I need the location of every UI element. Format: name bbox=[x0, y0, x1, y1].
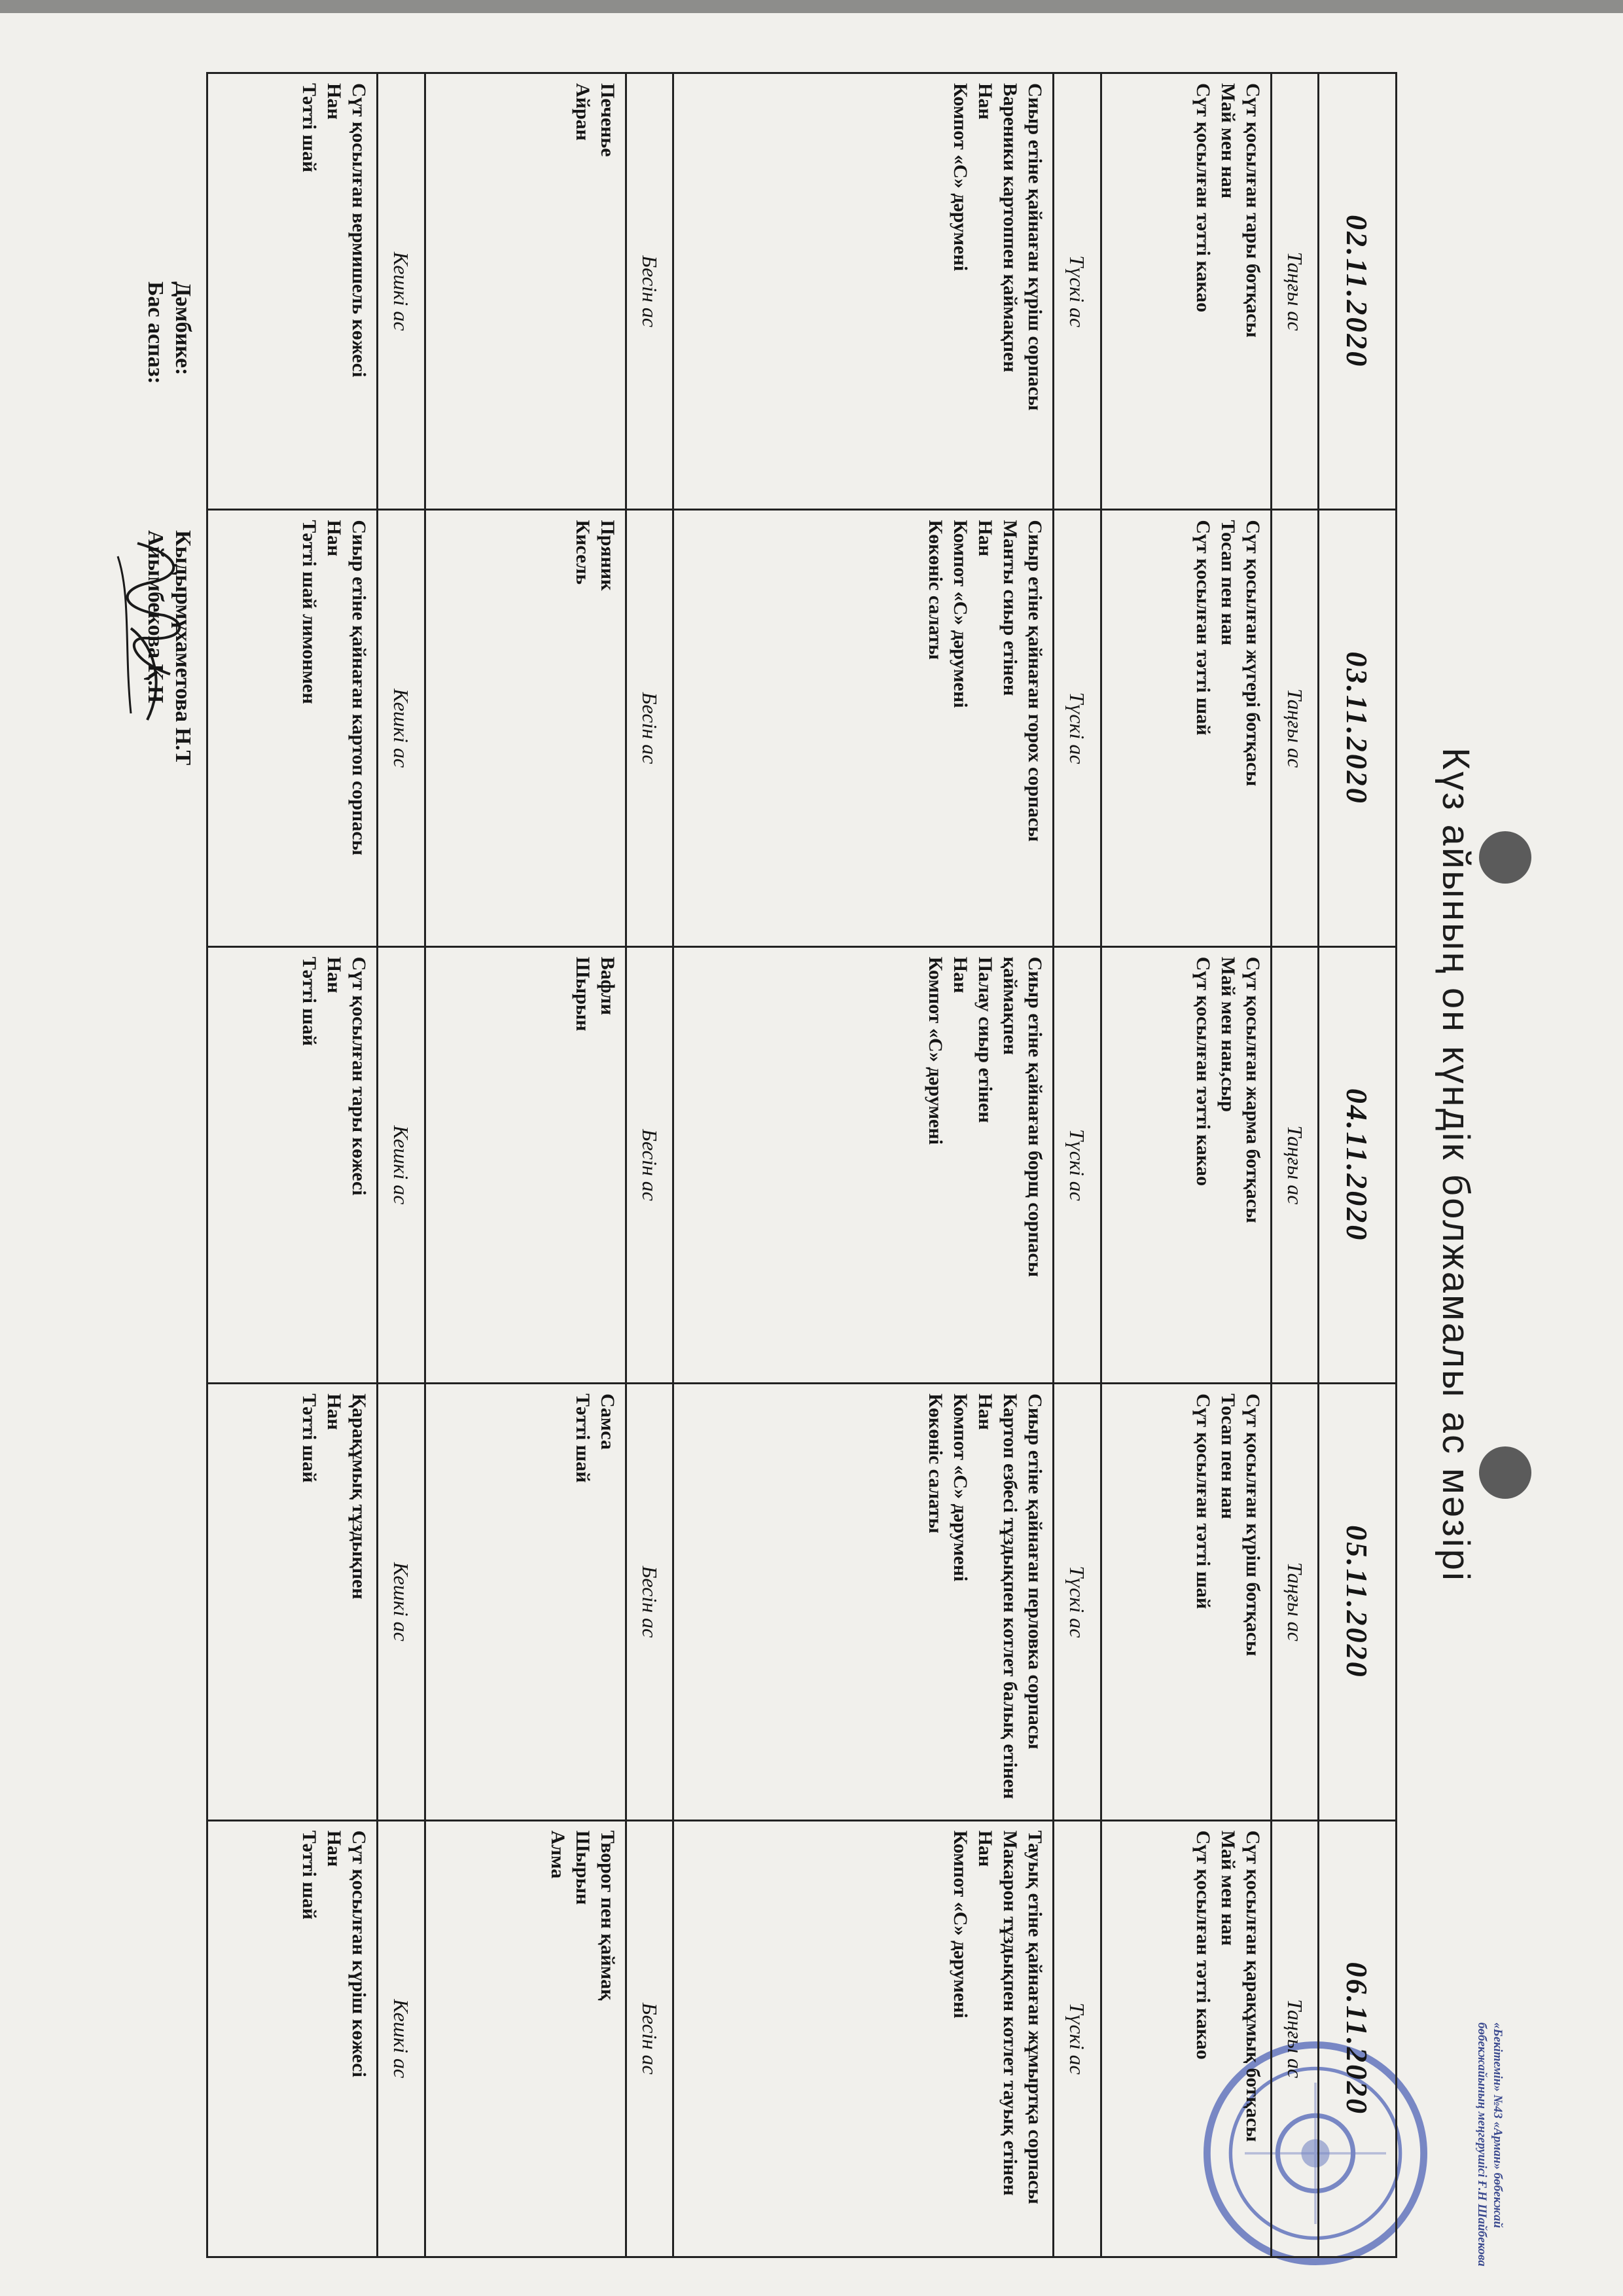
dish-item: Сүт қосылған тары ботқасы bbox=[1241, 83, 1264, 338]
dish-item: Май мен нан bbox=[1217, 83, 1239, 199]
dish-item: Компот «С» дәрумені bbox=[950, 1393, 972, 1582]
dish-item: Тосап пен нан bbox=[1217, 520, 1239, 646]
dish-item: Шырын bbox=[572, 956, 594, 1031]
menu-cell bbox=[673, 1384, 1054, 1820]
meal-label: Таңғы ас bbox=[1271, 510, 1318, 946]
dish-item: Компот «С» дәрумені bbox=[950, 83, 972, 272]
approval-stamp-text: «Бекітемін» №43 «Арман» бөбекжай бөбекжайының меңгерушісі Ғ.Н Шайбекова bbox=[1475, 2022, 1505, 2267]
meal-items-row bbox=[425, 73, 626, 2257]
meal-label: Бесін ас bbox=[626, 73, 673, 510]
date-header: 05.11.2020 bbox=[1319, 1384, 1397, 1820]
dish-item: Май мен нан,сыр bbox=[1217, 956, 1239, 1112]
menu-cell bbox=[1101, 73, 1271, 510]
meal-label: Таңғы ас bbox=[1271, 1384, 1318, 1820]
dish-item: Шырын bbox=[572, 1830, 594, 1905]
dish-item: Нан bbox=[974, 1830, 997, 1867]
date-header: 02.11.2020 bbox=[1319, 73, 1397, 510]
meal-label: Түскі ас bbox=[1054, 510, 1101, 946]
meal-header-row bbox=[378, 73, 425, 2257]
dish-item: Сүт қосылған тәтті какао bbox=[1192, 83, 1214, 313]
dish-item: Айран bbox=[572, 83, 594, 141]
meal-label: Таңғы ас bbox=[1271, 73, 1318, 510]
menu-cell bbox=[207, 946, 378, 1383]
meal-items-row bbox=[207, 73, 378, 2257]
dish-item: Сүт қосылған жүгері ботқасы bbox=[1241, 520, 1264, 787]
dish-item: Сиыр етіне қайнаған борщ сорпасы қаймақпен bbox=[999, 956, 1046, 1278]
dish-item: Картоп езбесі тұздықпен котлет балық етінен bbox=[999, 1393, 1022, 1799]
menu-cell bbox=[1101, 1384, 1271, 1820]
dish-item: Творог пен қаймақ bbox=[597, 1830, 619, 2001]
scan-edge bbox=[0, 0, 1623, 13]
dish-item: Сүт қосылған тәтті шай bbox=[1192, 1393, 1214, 1609]
menu-table bbox=[206, 72, 1397, 2258]
dish-item: Сүт қосылған тәтті какао bbox=[1192, 1830, 1214, 2060]
dish-item: Палау сиыр етінен bbox=[974, 956, 997, 1123]
menu-sheet bbox=[7, 46, 1512, 2284]
dish-item: Нан bbox=[323, 520, 346, 557]
dish-item: Сүт қосылған тәтті шай bbox=[1192, 520, 1214, 736]
dish-item: Компот «С» дәрумені bbox=[950, 1830, 972, 2018]
meal-header-row bbox=[1271, 73, 1318, 2257]
meal-label: Бесін ас bbox=[626, 510, 673, 946]
date-header: 04.11.2020 bbox=[1319, 946, 1397, 1383]
dish-item: Тәтті шай bbox=[298, 1393, 321, 1483]
dish-item: Компот «С» дәрумені bbox=[925, 956, 947, 1145]
meal-label: Кешкі ас bbox=[378, 1384, 425, 1820]
menu-cell bbox=[1101, 946, 1271, 1383]
cook-name: Айымбекова Қ.Н bbox=[143, 530, 168, 704]
dish-item: Печенье bbox=[597, 83, 619, 157]
dish-item: Нан bbox=[323, 1393, 346, 1430]
page-title: Күз айының он күндік болжамалы ас мәзірі bbox=[1435, 747, 1478, 1583]
dish-item: Вареники картоппен қаймақпен bbox=[999, 83, 1022, 372]
menu-cell bbox=[673, 1820, 1054, 2257]
menu-cell bbox=[207, 73, 378, 510]
meal-label: Түскі ас bbox=[1054, 946, 1101, 1383]
dish-item: Сүт қосылған жарма ботқасы bbox=[1241, 956, 1264, 1223]
nurse-name: Кыдырмұхаметова Н.Т bbox=[171, 530, 195, 766]
dish-item: Вафли bbox=[597, 956, 619, 1015]
dish-item: Сиыр етіне қайнаған горох сорпасы bbox=[1024, 520, 1046, 842]
meal-label: Кешкі ас bbox=[378, 946, 425, 1383]
date-header: 06.11.2020 bbox=[1319, 1820, 1397, 2257]
nurse-role: Дәмбике: bbox=[171, 281, 195, 376]
meal-label: Таңғы ас bbox=[1271, 946, 1318, 1383]
menu-cell bbox=[425, 1820, 626, 2257]
menu-cell bbox=[207, 1384, 378, 1820]
dish-item: Нан bbox=[974, 520, 997, 557]
meal-label: Таңғы ас bbox=[1271, 1820, 1318, 2257]
meal-label: Бесін ас bbox=[626, 1820, 673, 2257]
dish-item: Көкөніс салаты bbox=[925, 1393, 947, 1534]
meal-label: Бесін ас bbox=[626, 946, 673, 1383]
menu-cell bbox=[673, 73, 1054, 510]
dish-item: Сиыр етіне қайнаған перловка сорпасы bbox=[1024, 1393, 1046, 1749]
menu-cell bbox=[1101, 1820, 1271, 2257]
meal-label: Түскі ас bbox=[1054, 1820, 1101, 2257]
cook-role: Бас аспаз: bbox=[143, 281, 168, 384]
dish-item: Нан bbox=[974, 83, 997, 120]
dish-item: Тәтті шай bbox=[298, 1830, 321, 1920]
meal-label: Бесін ас bbox=[626, 1384, 673, 1820]
dish-item: Сиыр етіне қайнаған күріш сорпасы bbox=[1024, 83, 1046, 411]
menu-cell bbox=[1101, 510, 1271, 946]
dish-item: Қарақұмық тұздықпен bbox=[348, 1393, 370, 1600]
menu-cell bbox=[207, 510, 378, 946]
dish-item: Нан bbox=[323, 1830, 346, 1867]
dish-item: Нан bbox=[323, 83, 346, 120]
meal-label: Кешкі ас bbox=[378, 1820, 425, 2257]
dish-item: Тауық етіне қайнаған жұмыртқа сорпасы bbox=[1024, 1830, 1046, 2204]
menu-cell bbox=[425, 1384, 626, 1820]
dish-item: Сүт қосылған тары көжесі bbox=[348, 956, 370, 1196]
dish-item: Көкөніс салаты bbox=[925, 520, 947, 660]
dish-item: Алма bbox=[547, 1830, 569, 1879]
dish-item: Компот «С» дәрумені bbox=[950, 520, 972, 708]
dish-item: Кисель bbox=[572, 520, 594, 585]
meal-header-row bbox=[626, 73, 673, 2257]
meal-label: Кешкі ас bbox=[378, 510, 425, 946]
dish-item: Нан bbox=[950, 956, 972, 994]
dish-item: Сүт қосылған қарақұмық ботқасы bbox=[1241, 1830, 1264, 2142]
meal-items-row bbox=[673, 73, 1054, 2257]
dish-item: Макарон тұздықпен котлет тауық етінен bbox=[999, 1830, 1022, 2196]
dish-item: Пряник bbox=[597, 520, 619, 591]
dish-item: Тәтті шай bbox=[298, 83, 321, 173]
menu-cell bbox=[673, 510, 1054, 946]
meal-items-row bbox=[1101, 73, 1271, 2257]
menu-cell bbox=[425, 73, 626, 510]
dish-item: Тосап пен нан bbox=[1217, 1393, 1239, 1519]
dish-item: Нан bbox=[323, 956, 346, 994]
date-header: 03.11.2020 bbox=[1319, 510, 1397, 946]
dish-item: Манты сиыр етінен bbox=[999, 520, 1022, 696]
menu-cell bbox=[425, 946, 626, 1383]
menu-cell bbox=[425, 510, 626, 946]
meal-label: Түскі ас bbox=[1054, 73, 1101, 510]
dish-item: Нан bbox=[974, 1393, 997, 1430]
dish-item: Сүт қосылған тәтті какао bbox=[1192, 956, 1214, 1186]
meal-header-row bbox=[1054, 73, 1101, 2257]
dish-item: Тәтті шай bbox=[298, 956, 321, 1047]
signatures-block bbox=[141, 281, 196, 831]
meal-label: Кешкі ас bbox=[378, 73, 425, 510]
dish-item: Сүт қосылған күріш көжесі bbox=[348, 1830, 370, 2077]
dish-item: Самса bbox=[597, 1393, 619, 1450]
dish-item: Сүт қосылған вермишель көжесі bbox=[348, 83, 370, 378]
date-header-row bbox=[1319, 73, 1397, 2257]
dish-item: Тәтті шай bbox=[572, 1393, 594, 1483]
meal-label: Түскі ас bbox=[1054, 1384, 1101, 1820]
dish-item: Май мен нан bbox=[1217, 1830, 1239, 1946]
dish-item: Тәтті шай лимонмен bbox=[298, 520, 321, 704]
menu-cell bbox=[207, 1820, 378, 2257]
dish-item: Сиыр етіне қайнаған картоп сорпасы bbox=[348, 520, 370, 855]
menu-cell bbox=[673, 946, 1054, 1383]
dish-item: Сүт қосылған күріш ботқасы bbox=[1241, 1393, 1264, 1657]
